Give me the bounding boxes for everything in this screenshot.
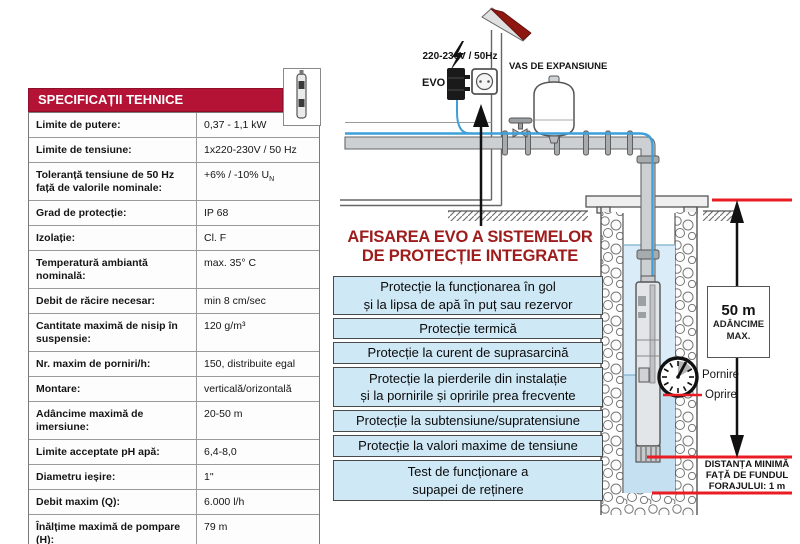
spec-value: Cl. F bbox=[204, 232, 227, 244]
protection-box: Protecție la valori maxime de tensiune bbox=[333, 435, 603, 457]
spec-label: Nr. maxim de porniri/h: bbox=[29, 352, 197, 376]
table-row bbox=[29, 514, 319, 544]
spec-value: 0,37 - 1,1 kW bbox=[204, 119, 267, 131]
pump-icon bbox=[283, 68, 321, 126]
power-supply-label: 220-230V / 50Hz bbox=[422, 51, 498, 62]
max-depth-sub1: ADÂNCIME bbox=[712, 318, 765, 330]
min-bottom-distance-label: DISTANȚA MINIMĂ FAȚĂ DE FUNDUL FORAJULUI: 1 m bbox=[704, 459, 790, 492]
table-row bbox=[29, 464, 319, 489]
spec-label: Toleranță tensiune de 50 Hz față de valorile nominale: bbox=[29, 163, 197, 200]
evo-controller bbox=[447, 68, 470, 100]
table-row bbox=[29, 401, 319, 439]
spec-value: verticală/orizontală bbox=[204, 383, 292, 395]
spec-value: IP 68 bbox=[204, 207, 229, 219]
table-row bbox=[29, 250, 319, 288]
protection-box: Protecție termică bbox=[333, 318, 603, 339]
table-row bbox=[29, 288, 319, 313]
protections-title-line1: AFISAREA EVO A SISTEMELOR bbox=[347, 228, 593, 246]
spec-value: min 8 cm/sec bbox=[204, 295, 266, 307]
table-row bbox=[29, 439, 319, 464]
spec-label: Diametru ieșire: bbox=[29, 465, 197, 489]
table-row bbox=[29, 162, 319, 200]
power-socket-icon bbox=[472, 69, 497, 94]
spec-value: 150, distribuite egal bbox=[204, 358, 296, 370]
protection-box: Protecție la funcționarea în gol și la lipsa de apă în puț sau rezervor bbox=[333, 276, 603, 315]
table-row bbox=[29, 137, 319, 162]
protection-box: Protecție la subtensiune/supratensiune bbox=[333, 410, 603, 432]
spec-label: Montare: bbox=[29, 377, 197, 401]
protection-box: Protecție la curent de suprasarcină bbox=[333, 342, 603, 364]
table-row bbox=[29, 200, 319, 225]
spec-table bbox=[28, 112, 320, 544]
spec-label: Adâncime maximă de imersiune: bbox=[29, 402, 197, 439]
spec-label: Limite de putere: bbox=[29, 113, 197, 137]
table-row bbox=[29, 225, 319, 250]
spec-label: Temperatură ambiantă nominală: bbox=[29, 251, 197, 288]
protections-title-line2: DE PROTECȚIE INTEGRATE bbox=[361, 247, 579, 265]
table-row bbox=[29, 489, 319, 514]
spec-label: Debit de răcire necesar: bbox=[29, 289, 197, 313]
spec-label: Limite acceptate pH apă: bbox=[29, 440, 197, 464]
max-depth-box bbox=[707, 286, 770, 358]
roof-icon bbox=[482, 8, 531, 41]
max-depth-value: 50 m bbox=[721, 301, 756, 319]
spec-value: 79 m bbox=[204, 521, 228, 533]
spec-label: Grad de protecție: bbox=[29, 201, 197, 225]
table-row bbox=[29, 313, 319, 351]
spec-label: Debit maxim (Q): bbox=[29, 490, 197, 514]
expansion-vessel-label: VAS DE EXPANSIUNE bbox=[509, 61, 608, 72]
stop-level-label: Oprire bbox=[705, 389, 737, 401]
spec-value: 20-50 m bbox=[204, 408, 243, 420]
spec-table-header: SPECIFICAȚII TEHNICE bbox=[28, 88, 283, 112]
spec-label: Cantitate maximă de nisip în suspensie: bbox=[29, 314, 197, 351]
start-level-label: Pornire bbox=[702, 369, 740, 381]
spec-value: 1" bbox=[204, 471, 214, 483]
submersible-pump bbox=[636, 276, 660, 462]
max-depth-sub2: MAX. bbox=[726, 330, 751, 342]
spec-value: 6,4-8,0 bbox=[204, 446, 237, 458]
spec-label: Izolație: bbox=[29, 226, 197, 250]
evo-label: EVO bbox=[422, 77, 446, 89]
clock-icon bbox=[659, 358, 697, 396]
protections-title bbox=[336, 228, 604, 266]
spec-value: 1x220-230V / 50 Hz bbox=[204, 144, 297, 156]
protection-box: Test de funcționare a supapei de reținere bbox=[333, 460, 603, 501]
table-row bbox=[29, 113, 319, 137]
table-row bbox=[29, 376, 319, 401]
spec-label: Înălțime maximă de pompare (H): bbox=[29, 515, 197, 544]
spec-value: +6% / -10% $U_N$ bbox=[204, 169, 275, 184]
spec-value: 120 g/m³ bbox=[204, 320, 246, 332]
table-row bbox=[29, 351, 319, 376]
spec-value: 6.000 l/h bbox=[204, 496, 245, 508]
protection-box: Protecție la pierderile din instalație și la pornirile și opririle prea frecvente bbox=[333, 367, 603, 407]
spec-label: Limite de tensiune: bbox=[29, 138, 197, 162]
evo-pointer-arrow bbox=[473, 104, 489, 226]
spec-value: max. 35° C bbox=[204, 257, 257, 269]
